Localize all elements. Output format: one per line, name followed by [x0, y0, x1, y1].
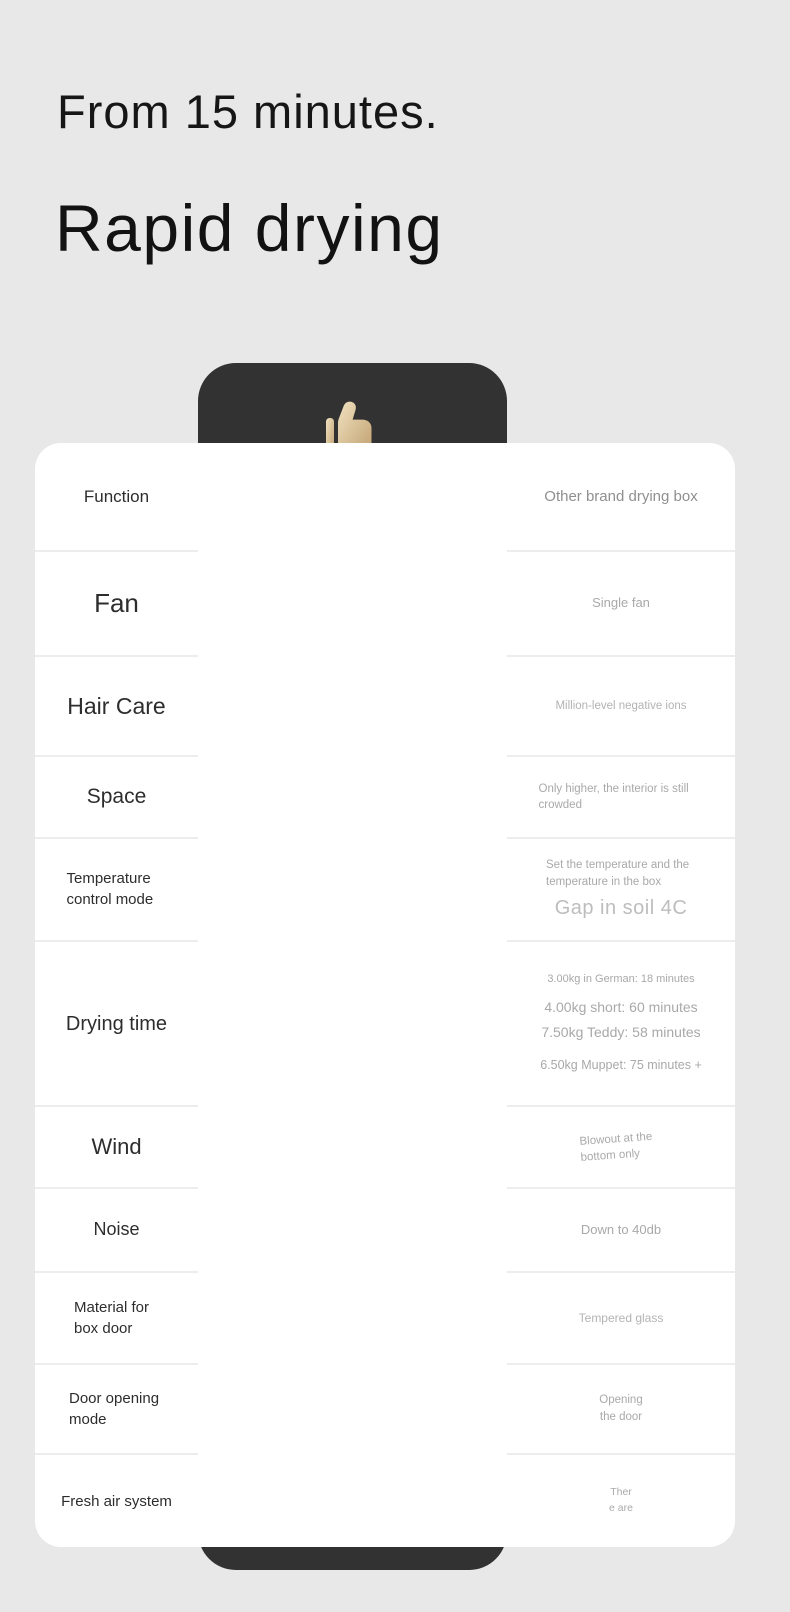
featured-cell: [198, 940, 507, 1105]
row-label-text: Function: [83, 486, 150, 506]
featured-value-line: 3.00kg in German: 10 minutes: [263, 965, 442, 980]
featured-cell: [198, 755, 507, 837]
other-value: Million-level negative ions: [555, 699, 687, 712]
row-label-text: Material for box door: [74, 1299, 150, 1337]
featured-value-line: glass: [335, 1320, 370, 1336]
row-label-text: Hair Care: [67, 692, 166, 719]
row-label-text: Temperature control mode: [66, 870, 154, 908]
other-value-line: 3.00kg in German: 18 minutes: [547, 973, 695, 986]
featured-value-line: 0.1 billion + negative ions, while drying: [232, 679, 473, 695]
row-label: [35, 1105, 198, 1187]
row-label: [35, 1271, 198, 1363]
other-value: Tempered glass: [578, 1310, 664, 1325]
other-value-line: 7.50kg Teddy: 58 minutes: [541, 1024, 701, 1041]
featured-product-title: High-speed drying box: [237, 496, 468, 523]
featured-value-line: 6.50kg Muppets: 40 minutes: [262, 1065, 443, 1081]
featured-cell: [198, 1187, 507, 1271]
featured-value-line: Tempered: [320, 1300, 385, 1316]
other-value-line: Opening: [599, 1393, 643, 1406]
other-value-line: Gap in soil 4C: [554, 896, 688, 919]
table-row-hair-care: [35, 655, 735, 755]
table-row-door-opening-mode: [35, 1363, 735, 1453]
featured-value-line: Opening: [327, 1392, 378, 1407]
featured-column-header: [198, 443, 507, 550]
table-row-space: [35, 755, 735, 837]
other-column-header: [507, 443, 735, 550]
row-label-text: Door opening mode: [69, 1390, 160, 1428]
row-label: [35, 755, 198, 837]
featured-value-line: 4.00kg short: 30 minutes: [270, 997, 435, 1015]
featured-value-line: Deep Hair Care: [279, 708, 426, 732]
row-label: [35, 655, 198, 755]
row-label: [35, 1453, 198, 1547]
other-cell: [507, 550, 735, 655]
headline-title: Rapid drying: [55, 191, 444, 265]
other-cell: [507, 1363, 735, 1453]
row-label-text: Fresh air system: [61, 1492, 172, 1510]
featured-value-line: e are: [340, 1502, 365, 1515]
other-value-line: e are: [609, 1502, 633, 1514]
row-label-text: Drying time: [65, 1012, 168, 1035]
featured-cell: [198, 1453, 507, 1547]
row-label: [35, 1363, 198, 1453]
headline-subtitle: From 15 minutes.: [57, 85, 439, 138]
row-label: [35, 1187, 198, 1271]
row-label: [35, 837, 198, 940]
other-cell: [507, 837, 735, 940]
other-value-line: 4.00kg short: 60 minutes: [544, 998, 698, 1015]
other-cell: [507, 1271, 735, 1363]
row-label: [35, 443, 198, 550]
other-cell: [507, 1453, 735, 1547]
table-row-fresh-air-system: [35, 1453, 735, 1547]
other-cell: [507, 655, 735, 755]
other-value: Down to 40db: [580, 1221, 662, 1237]
row-label-text: Noise: [93, 1219, 140, 1240]
other-value: Blowout at the bottom only: [579, 1130, 653, 1164]
table-row-function: [35, 443, 735, 550]
featured-cell: [198, 550, 507, 655]
other-cell: [507, 940, 735, 1105]
table-row-drying-time: [35, 940, 735, 1105]
other-cell: [507, 1105, 735, 1187]
featured-value-line: 7.50kg Teddy: 30 minutes: [264, 1031, 441, 1049]
other-value: Single fan: [592, 595, 650, 611]
table-row-wind: [35, 1105, 735, 1187]
other-value-line: Ther: [610, 1486, 632, 1499]
other-product-title: Other brand drying box: [544, 488, 698, 505]
row-label-text: Fan: [94, 588, 139, 619]
row-label-text: Wind: [91, 1133, 142, 1159]
other-value: Only higher, the interior is still crowded: [538, 782, 689, 811]
featured-cell: [198, 655, 507, 755]
table-row-fan: [35, 550, 735, 655]
table-row-noise: [35, 1187, 735, 1271]
table-row-box-door-material: [35, 1271, 735, 1363]
featured-value-line: Down to 40db: [303, 1222, 402, 1239]
featured-value-line: Brushless double fan, drying efficiency: [231, 578, 474, 594]
other-cell: [507, 1187, 735, 1271]
featured-value-line: the door: [327, 1411, 378, 1426]
other-cell: [507, 755, 735, 837]
other-value-line: 6.50kg Muppet: 75 minutes +: [540, 1058, 702, 1073]
comparison-table: [35, 443, 735, 1547]
featured-value-line: 16-42C variable frequency temperature control: [262, 850, 412, 881]
featured-cell: [198, 837, 507, 940]
featured-value-line: Accurate temperature control of soil at 1 □: [277, 892, 413, 929]
featured-cell: [198, 1363, 507, 1453]
table-row-temperature-control: [35, 837, 735, 940]
featured-cell: [198, 1271, 507, 1363]
featured-value-line: Two cats can lie down and dry at the same time.: [198, 789, 507, 805]
other-value-line: the door: [599, 1411, 643, 1423]
featured-cell: [198, 1105, 507, 1187]
row-label-text: Space: [86, 785, 147, 809]
featured-value-line: Bottom, left and right, rear: [255, 1138, 450, 1156]
other-value-line: Set the temperature and the temperature in the box: [546, 859, 690, 888]
featured-value-line: Is 2.25 times the ordinary single fan: [225, 611, 480, 629]
featured-value-line: Ther: [341, 1486, 364, 1499]
row-label: [35, 940, 198, 1105]
row-label: [35, 550, 198, 655]
